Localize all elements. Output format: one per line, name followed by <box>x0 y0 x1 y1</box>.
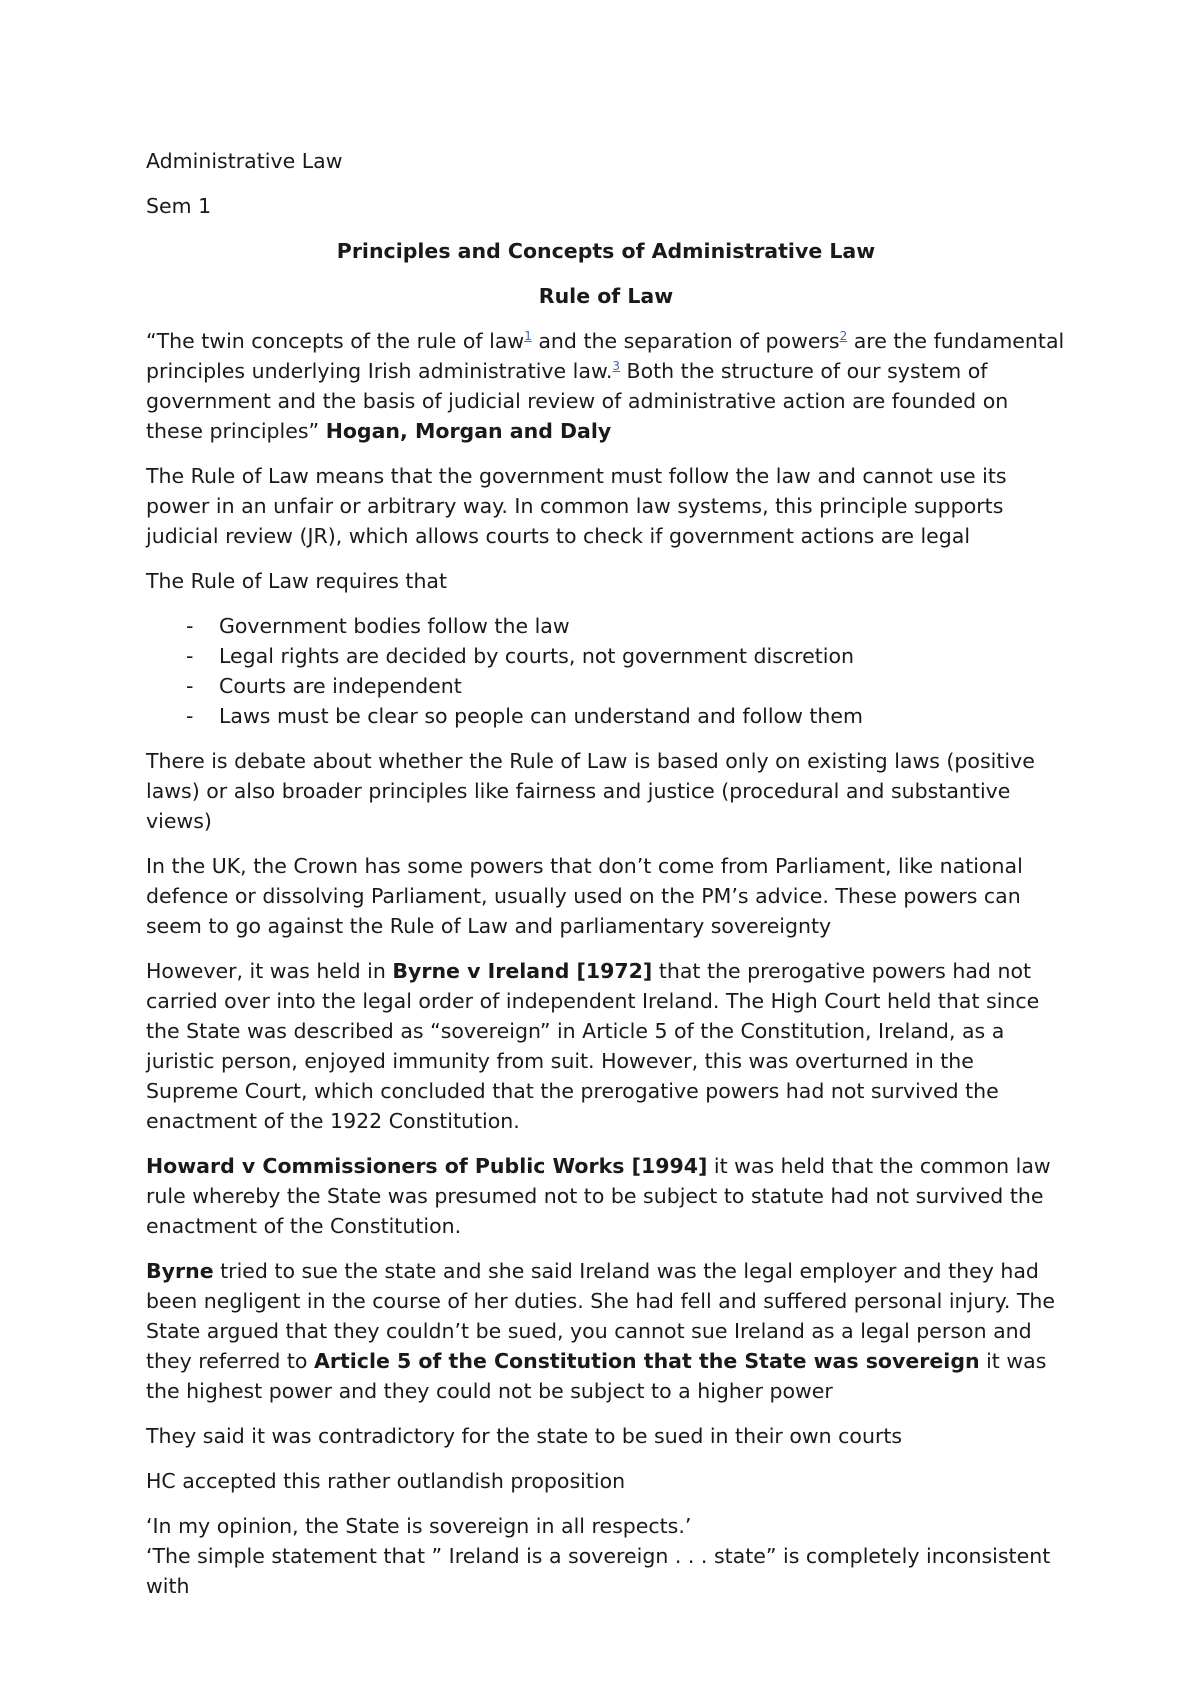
document-body <box>146 146 1066 1601</box>
quote-text-3: are the fundamental principles underlying Irish administrative law. <box>146 329 1065 383</box>
byrne-facts-text-2: it was the highest power and they could not be subject to a higher power <box>146 1349 1047 1403</box>
paragraph-byrne-facts <box>146 1256 1066 1406</box>
list-item-text: Courts are independent <box>219 674 462 698</box>
howard-rest: it was held that the common law rule whereby the State was presumed not to be subject to statute had not survived the enactment of the Constitution. <box>146 1154 1051 1238</box>
list-item <box>146 611 1066 641</box>
quote-line-2: ‘The simple statement that ” Ireland is a sovereign . . . state” is completely inconsistent with <box>146 1544 1051 1598</box>
dash-bullet: - <box>186 644 194 668</box>
list-item <box>146 671 1066 701</box>
paragraph-contradictory: They said it was contradictory for the state to be sued in their own courts <box>146 1424 903 1448</box>
footnote-link-3[interactable]: 3 <box>612 359 620 374</box>
byrne-rest: that the prerogative powers had not carried over into the legal order of independent Ireland. The High Court held that since the State was described as “sovereign” in Article 5 of the Constitution, Ireland, as a juristic person, enjoyed immunity from suit. However, this was overturned in the Supreme Court, which concluded that the prerogative powers had not survived the enactment of the 1922 Constitution. <box>146 959 1040 1133</box>
dash-bullet: - <box>186 614 194 638</box>
paragraph-byrne-v-ireland <box>146 956 1066 1136</box>
footnote-link-2[interactable]: 2 <box>839 329 848 344</box>
list-item-text: Laws must be clear so people can understand and follow them <box>219 704 863 728</box>
footnote-link-1[interactable]: 1 <box>524 329 532 344</box>
main-heading: Principles and Concepts of Administrative Law <box>336 239 876 263</box>
dash-bullet: - <box>186 674 194 698</box>
paragraph-hc-accepted: HC accepted this rather outlandish proposition <box>146 1469 626 1493</box>
list-item-text: Legal rights are decided by courts, not government discretion <box>219 644 854 668</box>
byrne-intro: However, it was held in <box>146 959 393 983</box>
opening-quote <box>146 326 1066 446</box>
paragraph-uk-crown: In the UK, the Crown has some powers that don’t come from Parliament, like national defence or dissolving Parliament, usually used on the PM’s advice. These powers can seem to go against the Rule of Law and parliamentary sovereignty <box>146 854 1023 938</box>
case-name-byrne: Byrne v Ireland [1972] <box>392 959 653 983</box>
paragraph-requires: The Rule of Law requires that <box>146 569 448 593</box>
requirements-list <box>146 611 1066 731</box>
party-name-byrne: Byrne <box>146 1259 214 1283</box>
semester-label: Sem 1 <box>146 194 212 218</box>
paragraph-howard <box>146 1151 1066 1241</box>
article-5-reference: Article 5 of the Constitution that the State was sovereign <box>314 1349 980 1373</box>
sub-heading: Rule of Law <box>538 284 674 308</box>
course-title: Administrative Law <box>146 149 343 173</box>
quote-text-2: and the separation of powers <box>531 329 840 353</box>
quote-line-1: ‘In my opinion, the State is sovereign in all respects.’ <box>146 1514 692 1538</box>
list-item <box>146 701 1066 731</box>
quote-text-4: Both the structure of our system of government and the basis of judicial review of administrative action are founded on these principles” <box>146 359 1009 443</box>
case-name-howard: Howard v Commissioners of Public Works [1994] <box>146 1154 708 1178</box>
paragraph-rule-of-law-meaning: The Rule of Law means that the government must follow the law and cannot use its power in an unfair or arbitrary way. In common law systems, this principle supports judicial review (JR), which allows courts to check if government actions are legal <box>146 464 1007 548</box>
list-item <box>146 641 1066 671</box>
byrne-facts-text-1: tried to sue the state and she said Ireland was the legal employer and they had been negligent in the course of her duties. She had fell and suffered personal injury. The State argued that they couldn’t be sued, you cannot sue Ireland as a legal person and they referred to <box>146 1259 1056 1373</box>
paragraph-debate: There is debate about whether the Rule of Law is based only on existing laws (positive laws) or also broader principles like fairness and justice (procedural and substantive views) <box>146 749 1035 833</box>
quote-text-1: “The twin concepts of the rule of law <box>146 329 525 353</box>
list-item-text: Government bodies follow the law <box>219 614 570 638</box>
quote-author: Hogan, Morgan and Daly <box>325 419 612 443</box>
dash-bullet: - <box>186 704 194 728</box>
